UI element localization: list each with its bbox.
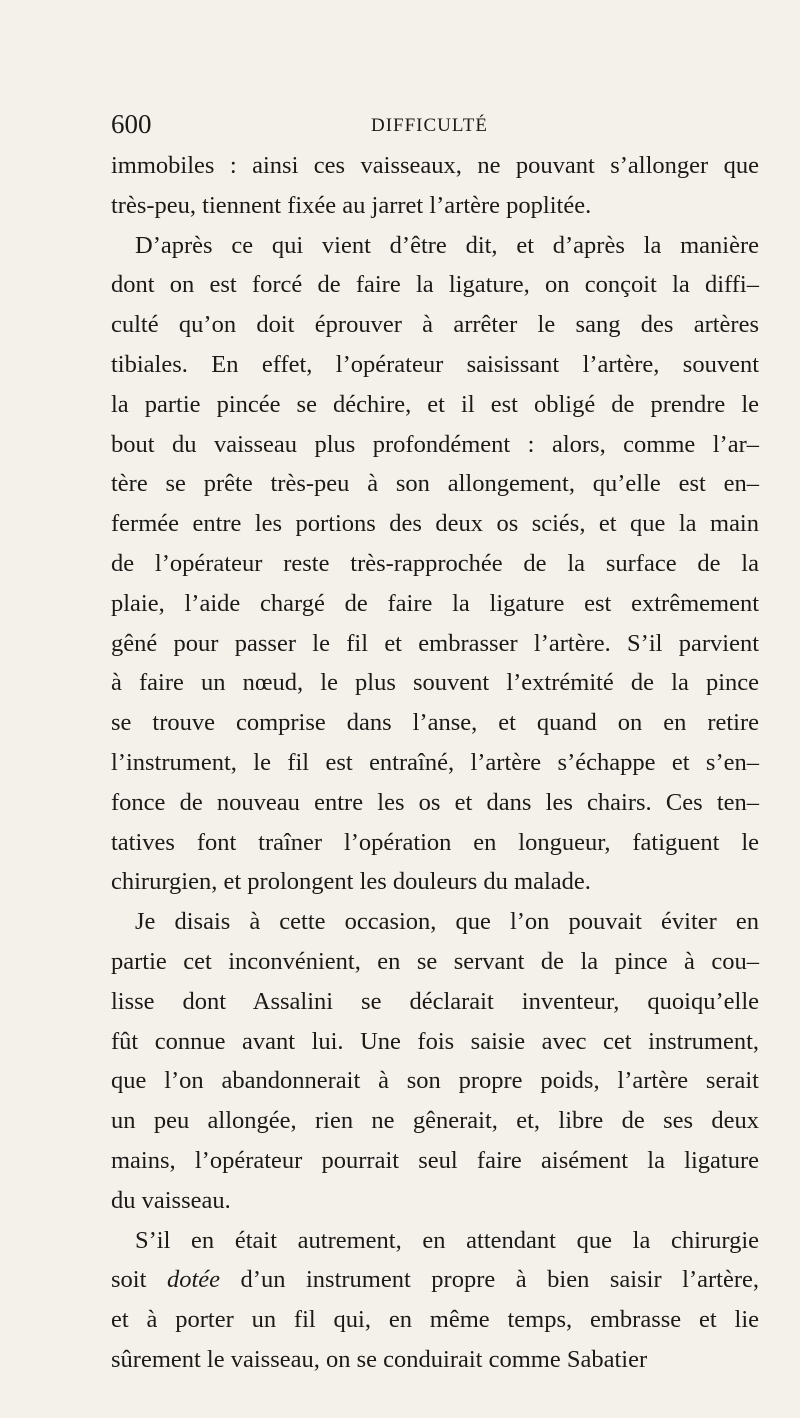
text-line: fermée entre les portions des deux os sciés, et que la main bbox=[111, 510, 759, 538]
text-line: partie cet inconvénient, en se servant de la pince à cou– bbox=[111, 947, 759, 975]
italic-word: dotée bbox=[166, 1266, 220, 1294]
text-line: chirurgien, et prolongent les douleurs du malade. bbox=[111, 868, 591, 896]
text-line: à faire un nœud, le plus souvent l’extrémité de la pince bbox=[111, 669, 759, 697]
text-line: D’après ce qui vient d’être dit, et d’après la manière bbox=[135, 231, 759, 259]
text-line: dont on est forcé de faire la ligature, on conçoit la diffi– bbox=[111, 271, 759, 299]
text-line: bout du vaisseau plus profondément : alors, comme l’ar– bbox=[111, 430, 759, 458]
text-line: S’il en était autrement, en attendant que la chirurgie bbox=[135, 1226, 759, 1254]
text-line: tatives font traîner l’opération en longueur, fatiguent le bbox=[111, 828, 759, 856]
text-line: fonce de nouveau entre les os et dans les chairs. Ces ten– bbox=[111, 788, 759, 816]
text-line: que l’on abandonnerait à son propre poids, l’artère serait bbox=[111, 1067, 759, 1095]
text-line: et à porter un fil qui, en même temps, embrasse et lie bbox=[111, 1306, 759, 1334]
text-line: sûrement le vaisseau, on se conduirait comme Sabatier bbox=[111, 1345, 648, 1373]
text-line: tibiales. En effet, l’opérateur saisissant l’artère, souvent bbox=[111, 350, 759, 378]
text-line: tère se prête très-peu à son allongement, qu’elle est en– bbox=[111, 470, 759, 498]
text-line: la partie pincée se déchire, et il est obligé de prendre le bbox=[111, 390, 759, 418]
line-segment: soit bbox=[111, 1266, 167, 1294]
page-number: 600 bbox=[111, 109, 152, 139]
text-line: du vaisseau. bbox=[111, 1186, 231, 1214]
text-line: lisse dont Assalini se déclarait inventeur, quoiqu’elle bbox=[111, 987, 759, 1015]
text-line: un peu allongée, rien ne gênerait, et, libre de ses deux bbox=[111, 1107, 759, 1135]
line-segment: d’un instrument propre à bien saisir l’artère, bbox=[220, 1266, 759, 1294]
text-line: l’instrument, le fil est entraîné, l’artère s’échappe et s’en– bbox=[111, 748, 759, 776]
text-line: très-peu, tiennent fixée au jarret l’artère poplitée. bbox=[111, 191, 592, 219]
running-title: DIFFICULTÉ bbox=[371, 115, 488, 136]
text-line: plaie, l’aide chargé de faire la ligature est extrêmement bbox=[111, 589, 759, 617]
running-head bbox=[111, 108, 759, 144]
text-line: de l’opérateur reste très-rapprochée de la surface de la bbox=[111, 549, 759, 577]
text-line: immobiles : ainsi ces vaisseaux, ne pouvant s’allonger que bbox=[111, 152, 759, 179]
text-line-with-italic bbox=[111, 1260, 759, 1300]
body-text bbox=[111, 146, 759, 1380]
text-line: culté qu’on doit éprouver à arrêter le sang des artères bbox=[111, 311, 759, 339]
text-line: se trouve comprise dans l’anse, et quand on en retire bbox=[111, 709, 759, 737]
text-line: Je disais à cette occasion, que l’on pouvait éviter en bbox=[135, 908, 759, 936]
text-line: gêné pour passer le fil et embrasser l’artère. S’il parvient bbox=[111, 629, 759, 657]
text-line: mains, l’opérateur pourrait seul faire aisément la ligature bbox=[111, 1146, 759, 1174]
text-line: fût connue avant lui. Une fois saisie avec cet instrument, bbox=[111, 1027, 759, 1055]
